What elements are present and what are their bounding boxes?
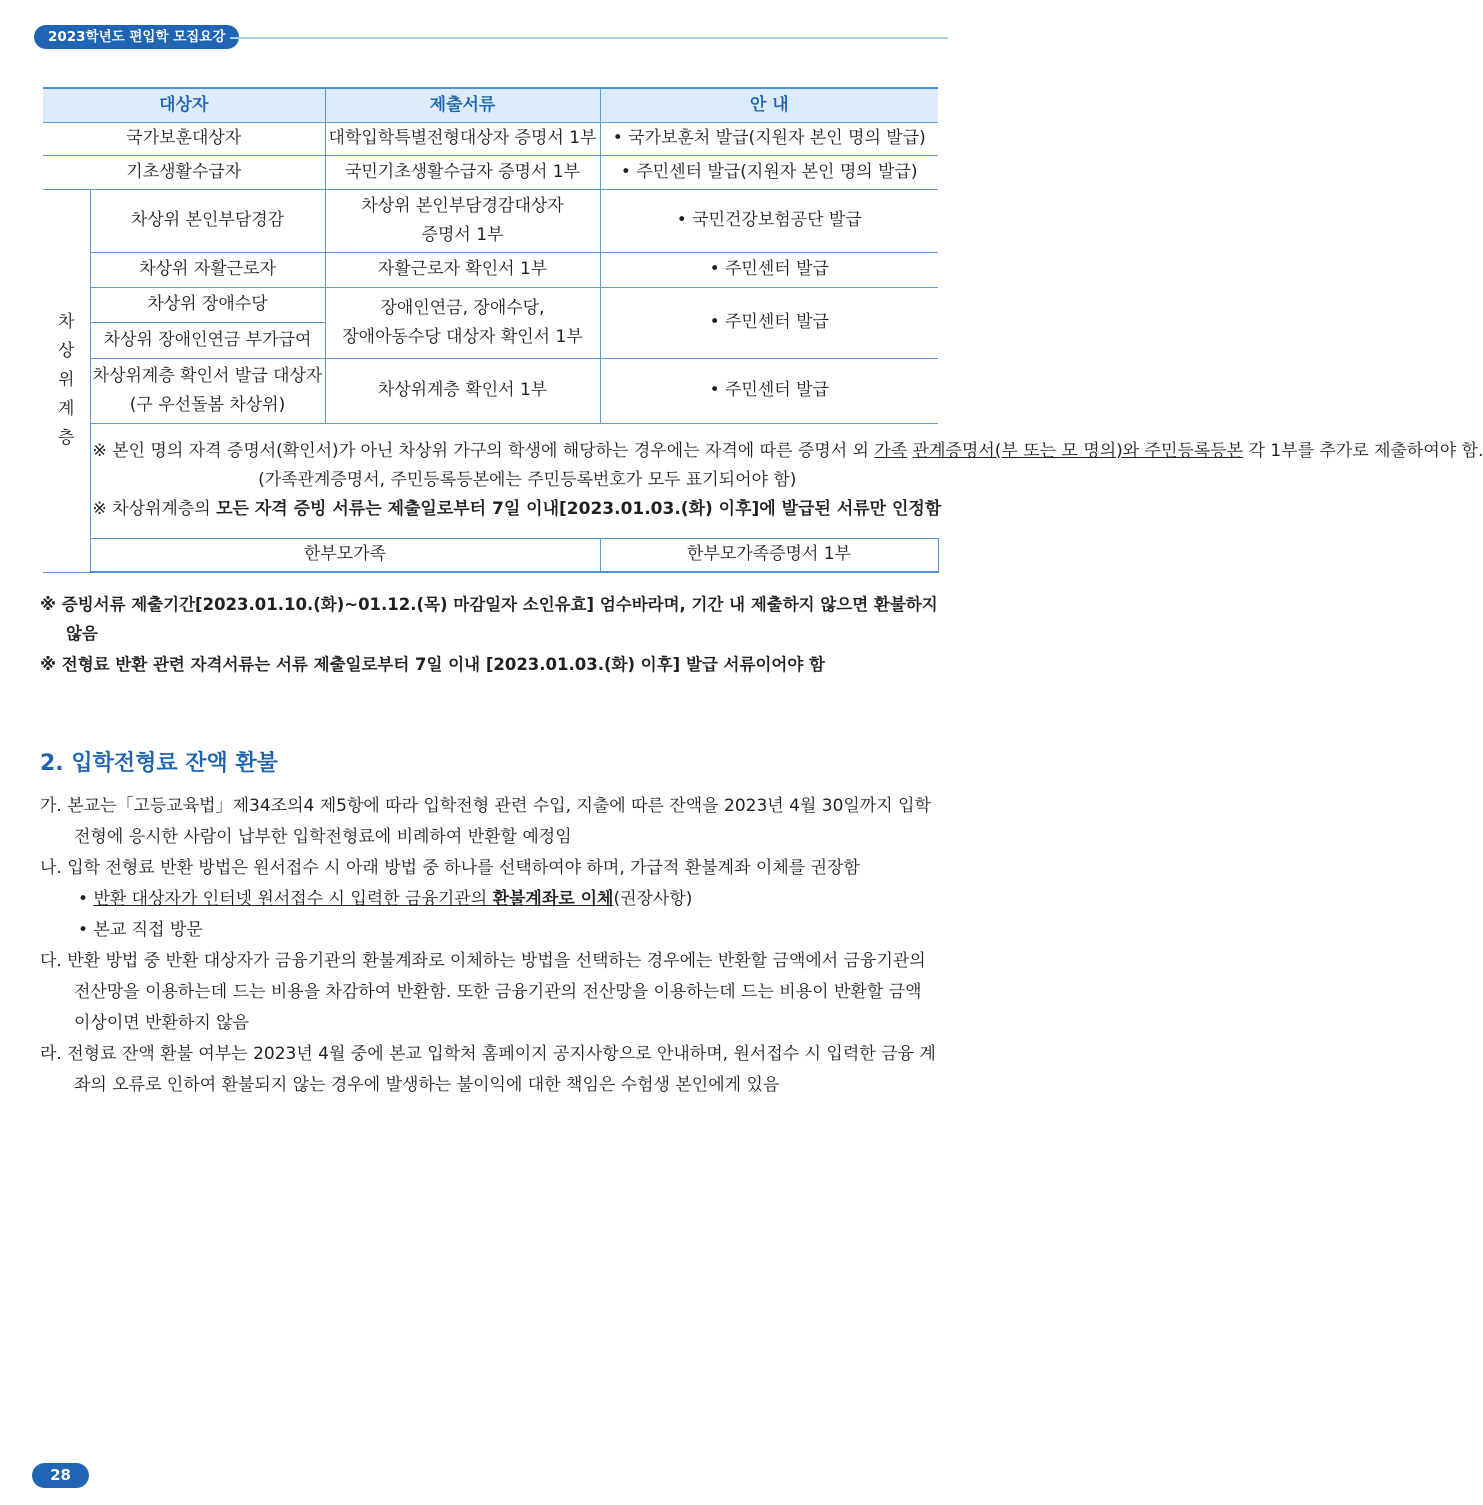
cell-document: 국민기초생활수급자 증명서 1부 bbox=[325, 155, 600, 189]
group-label-char: 층 bbox=[58, 428, 75, 448]
table-note-row bbox=[43, 423, 938, 538]
table-row bbox=[43, 155, 938, 189]
cell-guide: • 국민건강보험공단 발급 bbox=[600, 189, 938, 252]
note-item: ※ 증빙서류 제출기간[2023.01.10.(화)~01.12.(목) 마감일자 소인유효] 엄수바라며, 기간 내 제출하지 않으면 환불하지 않음 bbox=[40, 595, 938, 643]
table-header-row bbox=[43, 88, 938, 122]
group-label-char: 위 bbox=[58, 370, 75, 390]
header-title: 2023학년도 편입학 모집요강 bbox=[34, 25, 239, 49]
table-row bbox=[43, 189, 938, 252]
cell-document: 대학입학특별전형대상자 증명서 1부 bbox=[325, 122, 600, 155]
cell-target: 차상위 장애수당 bbox=[90, 287, 325, 322]
cell-target bbox=[90, 358, 325, 423]
col-header-target: 대상자 bbox=[43, 88, 325, 122]
note-item: ※ 전형료 반환 관련 자격서류는 서류 제출일로부터 7일 이내 [2023.01.03.(화) 이후] 발급 서류이어야 함 bbox=[40, 655, 825, 674]
cell-guide: • 주민센터 발급 bbox=[600, 358, 938, 423]
submission-notes bbox=[40, 590, 940, 681]
document-line: 장애아동수당 대상자 확인서 1부 bbox=[342, 326, 583, 347]
document-line: 장애인연금, 장애수당, bbox=[380, 297, 545, 318]
page-number: 28 bbox=[32, 1463, 89, 1488]
list-item: 가. 본교는「고등교육법」제34조의4 제5항에 따라 입학전형 관련 수입, 지출에 따른 잔액을 2023년 4월 30일까지 입학전형에 응시한 사람이 납부한 입학전형료에 비례하여 반환할 예정임 bbox=[40, 796, 931, 847]
section-title: 2. 입학전형료 잔액 환불 bbox=[40, 751, 278, 776]
sub-item: • 본교 직접 방문 bbox=[78, 920, 203, 940]
cell-target: 차상위 본인부담경감 bbox=[90, 189, 325, 252]
table-row bbox=[43, 252, 938, 287]
cell-document: 자활근로자 확인서 1부 bbox=[325, 252, 600, 287]
col-header-documents: 제출서류 bbox=[325, 88, 600, 122]
document-line: 차상위 본인부담경감대상자 bbox=[361, 195, 564, 216]
group-label-char: 계 bbox=[58, 399, 75, 419]
header-rule bbox=[230, 37, 948, 39]
cell-document: 차상위계층 확인서 1부 bbox=[325, 358, 600, 423]
table-row bbox=[43, 287, 938, 322]
cell-guide: • 주민센터 발급(지원자 본인 명의 발급) bbox=[600, 155, 938, 189]
cell-document bbox=[325, 189, 600, 252]
document-line: 증명서 1부 bbox=[421, 224, 504, 245]
cell-target: 차상위 장애인연금 부가급여 bbox=[90, 322, 325, 358]
list-item: 다. 반환 방법 중 반환 대상자가 금융기관의 환불계좌로 이체하는 방법을 선택하는 경우에는 반환할 금액에서 금융기관의 전산망을 이용하는데 드는 비용을 차감하여 반환함. 또한 금융기관의 전산망을 이용하는데 드는 비용이 반환할 금액 이상이면 반환하지 않음 bbox=[40, 951, 926, 1033]
cell-guide: • 국가보훈처 발급(지원자 본인 명의 발급) bbox=[600, 122, 938, 155]
refund-list bbox=[40, 791, 940, 1101]
sub-item: • 반환 대상자가 인터넷 원서접수 시 입력한 금융기관의 환불계좌로 이체(권장사항) bbox=[78, 889, 693, 909]
cell-document: 한부모가족증명서 1부 bbox=[600, 538, 938, 572]
note-line: (가족관계증명서, 주민등록등본에는 주민등록번호가 모두 표기되어야 함) bbox=[258, 470, 797, 490]
target-line: (구 우선돌봄 차상위) bbox=[129, 394, 286, 415]
col-header-guide: 안 내 bbox=[600, 88, 938, 122]
group-label-char: 상 bbox=[58, 341, 75, 361]
document-table bbox=[43, 87, 1483, 573]
target-line: 차상위계층 확인서 발급 대상자 bbox=[92, 365, 323, 386]
note-line: ※ 차상위계층의 모든 자격 증빙 서류는 제출일로부터 7일 이내[2023.01.03.(화) 이후]에 발급된 서류만 인정함 bbox=[92, 499, 942, 519]
cell-document bbox=[325, 287, 600, 358]
table-row bbox=[43, 122, 938, 155]
cell-target: 한부모가족 bbox=[90, 538, 600, 572]
cell-guide: • 주민센터 발급 bbox=[600, 252, 938, 287]
list-item: 라. 전형료 잔액 환불 여부는 2023년 4월 중에 본교 입학처 홈페이지 공지사항으로 안내하며, 원서접수 시 입력한 금융 계좌의 오류로 인하여 환불되지 않는 경우에 발생하는 불이익에 대한 책임은 수험생 본인에게 있음 bbox=[40, 1044, 936, 1095]
list-item: 나. 입학 전형료 반환 방법은 원서접수 시 아래 방법 중 하나를 선택하여야 하며, 가급적 환불계좌 이체를 권장함 bbox=[40, 858, 860, 878]
cell-guide: • 주민센터 발급 bbox=[600, 287, 938, 358]
table-row bbox=[43, 538, 938, 572]
note-line: ※ 본인 명의 자격 증명서(확인서)가 아닌 차상위 가구의 학생에 해당하는 경우에는 자격에 따른 증명서 외 가족 관계증명서(부 또는 모 명의)와 주민등록등본 각 1부를 추가로 제출하여야 함. bbox=[92, 441, 1483, 461]
group-label-near-poverty bbox=[43, 189, 90, 572]
cell-target: 차상위 자활근로자 bbox=[90, 252, 325, 287]
note-cell bbox=[90, 423, 1483, 538]
table-row bbox=[43, 358, 938, 423]
cell-target: 국가보훈대상자 bbox=[43, 122, 325, 155]
group-label-char: 차 bbox=[58, 312, 75, 332]
cell-target: 기초생활수급자 bbox=[43, 155, 325, 189]
